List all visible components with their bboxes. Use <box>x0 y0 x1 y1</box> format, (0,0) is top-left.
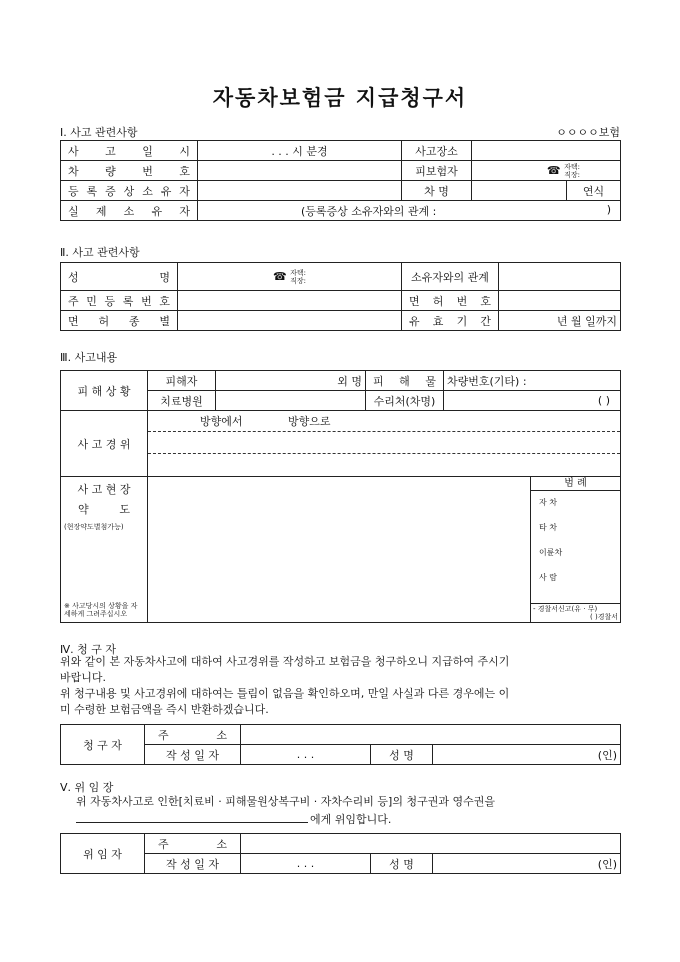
legend-item-person: 사 람 <box>539 573 557 582</box>
section3-table <box>60 370 621 623</box>
validity-label: 유 효 기 간 <box>402 311 499 331</box>
damaged-obj-label: 피 해 물 <box>366 371 444 391</box>
claimant-address-value[interactable] <box>241 725 621 745</box>
insured-phone[interactable] <box>472 161 621 181</box>
insurer-name: ㅇㅇㅇㅇ보험 <box>556 126 620 139</box>
model-year-label: 연식 <box>567 181 621 201</box>
claimant-seal[interactable]: (인) <box>433 745 621 765</box>
legend-box <box>530 477 620 622</box>
police-report: - 경찰서신고(유 · 무) <box>533 605 598 613</box>
section1-table <box>60 140 621 221</box>
relation-value[interactable] <box>499 263 621 291</box>
section2-table <box>60 262 621 331</box>
history-area[interactable] <box>148 411 621 477</box>
claimant-label: 청 구 자 <box>61 725 145 765</box>
driver-name-label: 성 명 <box>61 263 178 291</box>
vehicle-no-value[interactable] <box>198 161 402 181</box>
insured-label: 피보험자 <box>402 161 472 181</box>
claimant-date-value[interactable]: . . . <box>241 745 371 765</box>
accident-datetime-value[interactable]: . . . 시 분경 <box>198 141 402 161</box>
car-name-label: 차 명 <box>402 181 472 201</box>
delegator-table <box>60 833 621 874</box>
relation-label: 소유자와의 관계 <box>402 263 499 291</box>
real-owner-label: 실 제 소 유 자 <box>61 201 198 221</box>
delegator-seal[interactable]: (인) <box>433 854 621 874</box>
phone-work-label: 직장: <box>564 170 580 179</box>
section2-heading: Ⅱ. 사고 관련사항 <box>60 246 140 259</box>
legend-title: 범 례 <box>531 477 620 491</box>
reg-owner-label: 등 록 증 상 소 유 자 <box>61 181 198 201</box>
accident-datetime-label: 사 고 일 시 <box>61 141 198 161</box>
reg-owner-value[interactable] <box>198 181 402 201</box>
sketch-note: (현장약도별첨가능) <box>64 523 124 531</box>
delegator-name-label: 성 명 <box>371 854 433 874</box>
claimant-date-label: 작 성 일 자 <box>145 745 241 765</box>
legend-item-bike: 이륜차 <box>539 548 563 557</box>
validity-value[interactable]: 년 월 일까지 <box>499 311 621 331</box>
damage-label: 피 해 상 황 <box>61 371 148 411</box>
victim-value[interactable]: 외 명 <box>216 371 366 391</box>
phone-icon: ☎ <box>546 164 561 177</box>
claimant-name-label: 성 명 <box>371 745 433 765</box>
driver-phone[interactable]: ☎ 자택: 직장: <box>178 263 402 291</box>
accident-place-value[interactable] <box>472 141 621 161</box>
license-type-value[interactable] <box>178 311 402 331</box>
direction-to: 방향으로 <box>288 415 331 428</box>
hospital-value[interactable] <box>216 391 366 411</box>
legend-item-own: 자 차 <box>539 498 557 507</box>
sketch-remark: ※ 사고당시의 상황을 자세하게 그려주십시오 <box>64 602 138 618</box>
section3-heading: Ⅲ. 사고내용 <box>60 351 118 364</box>
history-label: 사 고 경 위 <box>61 411 148 477</box>
sketch-area[interactable] <box>148 477 621 623</box>
phone-home-label: 자택: <box>564 162 580 171</box>
delegate-name-line[interactable] <box>76 822 308 823</box>
section4-para2: 위 청구내용 및 사고경위에 대하여는 틀림이 없음을 확인하오며, 만일 사실과 다른 경우에는 이 미 수령한 보험금액을 즉시 반환하겠습니다. <box>60 687 510 716</box>
real-owner-value[interactable]: (등록증상 소유자와의 관계 : ) <box>198 201 621 221</box>
delegator-date-label: 작 성 일 자 <box>145 854 241 874</box>
repair-value[interactable]: ( ) <box>444 391 621 411</box>
id-value[interactable] <box>178 291 402 311</box>
claimant-table <box>60 724 621 765</box>
police-station: ( )경찰서 <box>590 613 618 621</box>
accident-place-label: 사고장소 <box>402 141 472 161</box>
vehicle-no-label: 차 량 번 호 <box>61 161 198 181</box>
section5-text-line1: 위 자동차사고로 인한[치료비 · 피해물원상복구비 · 자차수리비 등]의 청구권과 영수권을 <box>76 795 495 808</box>
sketch-label-1: 사 고 현 장 <box>77 483 131 496</box>
repair-label: 수리처(차명) <box>366 391 444 411</box>
car-name-value[interactable] <box>472 181 567 201</box>
hospital-label: 치료병원 <box>148 391 216 411</box>
license-no-value[interactable] <box>499 291 621 311</box>
direction-from: 방향에서 <box>200 415 243 428</box>
delegator-label: 위 임 자 <box>61 834 145 874</box>
delegator-address-value[interactable] <box>241 834 621 854</box>
phone-icon: ☎ <box>272 270 287 283</box>
sketch-label-cell: 사 고 현 장 약 도 (현장약도별첨가능) ※ 사고당시의 상황을 자세하게 그려주십시오 <box>61 477 148 623</box>
legend-item-other: 타 차 <box>539 523 557 532</box>
section1-heading: Ⅰ. 사고 관련사항 <box>60 126 138 139</box>
claimant-address-label: 주 소 <box>145 725 241 745</box>
section4-para1: 위와 같이 본 자동차사고에 대하여 사고경위를 작성하고 보험금을 청구하오니 지급하여 주시기 바랍니다. <box>60 655 510 684</box>
form-title: 자동차보험금 지급청구서 <box>212 85 468 110</box>
license-type-label: 면 허 종 별 <box>61 311 178 331</box>
delegator-address-label: 주 소 <box>145 834 241 854</box>
vehicle-no-etc[interactable]: 차량번호(기타) : <box>444 371 621 391</box>
section4-heading: Ⅳ. 청 구 자 <box>60 643 117 656</box>
id-label: 주 민 등 록 번 호 <box>61 291 178 311</box>
section5-heading: Ⅴ. 위 임 장 <box>60 781 114 794</box>
victim-label: 피해자 <box>148 371 216 391</box>
section5-text-line2: 에게 위임합니다. <box>310 813 392 826</box>
delegator-date-value[interactable]: . . . <box>241 854 371 874</box>
license-no-label: 면 허 번 호 <box>402 291 499 311</box>
